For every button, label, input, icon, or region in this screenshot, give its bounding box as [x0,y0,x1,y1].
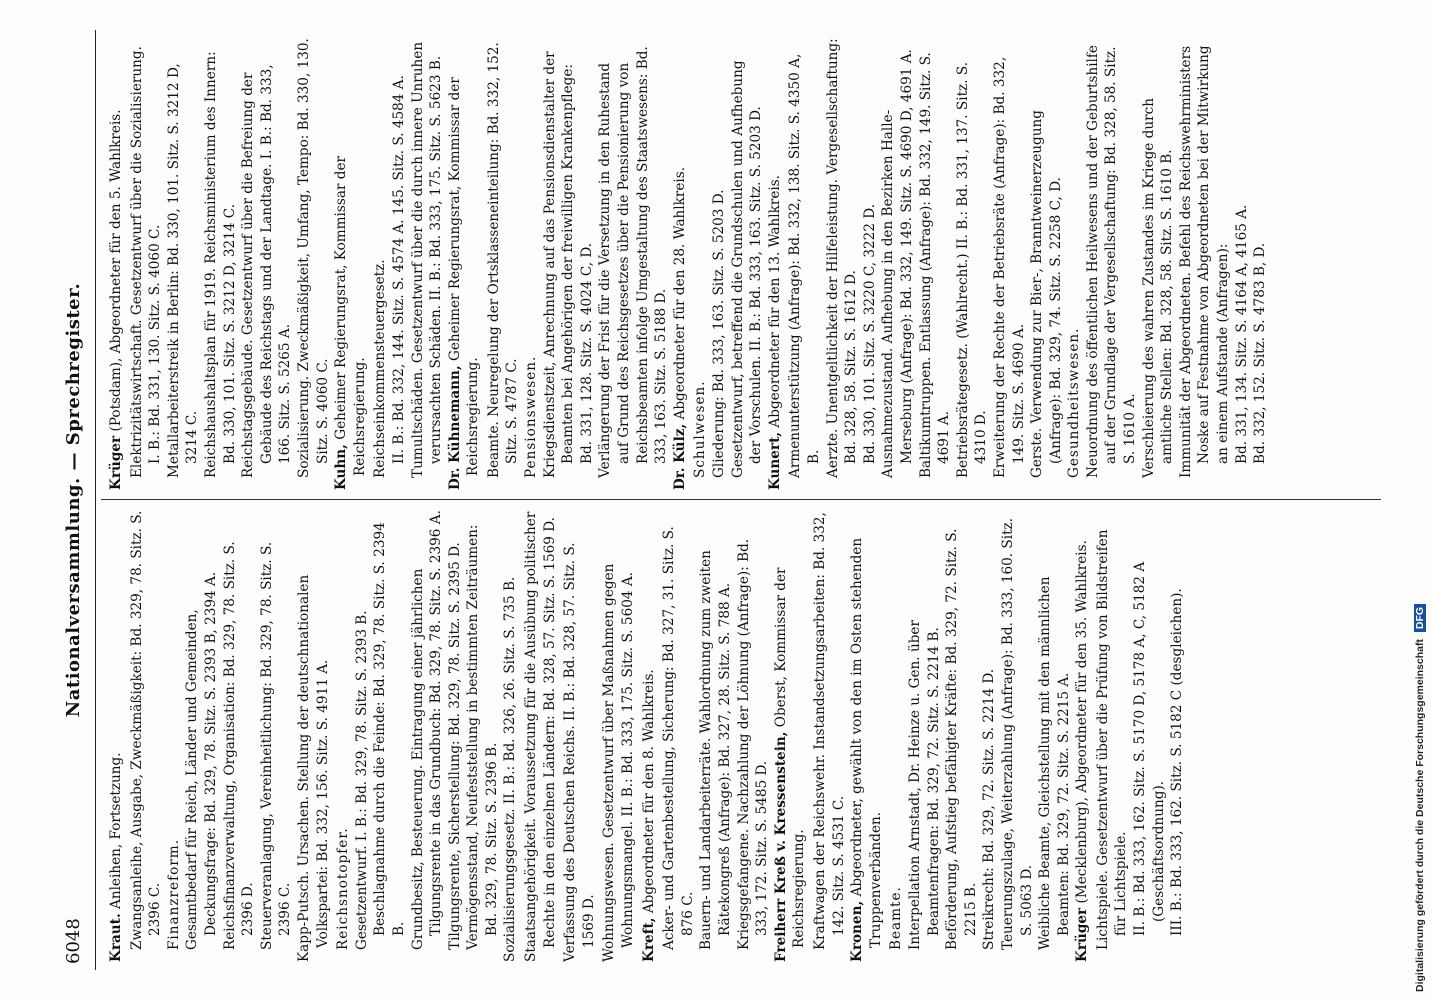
register-subentry [842,38,861,490]
register-subentry [954,38,991,490]
entry-text: Interpellation Arnstadt, Dr. Heinze u. Gen. über Beamtenfragen: Bd. 329, 72. Sitz. S. 2214 B. [906,620,942,950]
entry-text: Schulwesen. [692,380,709,478]
register-subentry [729,38,766,490]
register-subentry [541,38,597,490]
entry-text: Geheimer Regierungsrat, Kommissar der Reichsregierung. [333,155,368,476]
register-entry [501,510,520,962]
entry-text: Abgeordneter für den 8. Wahlkreis. [640,669,657,914]
register-entry [640,510,659,962]
register-subentry [258,510,295,962]
topic-heading [691,38,710,490]
speaker-name: Kunert, [766,431,783,490]
column-divider [101,499,1381,500]
entry-text: Geheimer Regierungsrat, Kommissar der Reichsregierung. [446,77,482,476]
entry-text: Elektrizitätswirtschaft. Gesetzentwurf über die Sozialisierung. I. B.: Bd. 331, 130. Sitz. S. 4060 C. [128,46,164,478]
register-entry [848,510,885,962]
register-entry [600,510,637,962]
register-subentry [943,510,980,962]
register-subentry [183,510,220,962]
entry-text: Pensionswesen. [523,355,540,478]
register-subentry [295,38,332,490]
topic-heading [887,510,906,962]
register-entry [446,38,483,490]
entry-text: Reichsnotopfer. [335,827,352,950]
entry-text: Bd. 331, 134. Sitz. S. 4164 A, 4165 A. [1233,204,1250,464]
entry-text: Abgeordneter für den 13. Wahlkreis. [766,174,783,428]
topic-heading [522,38,541,490]
register-entry [107,510,126,962]
register-entry [522,510,559,962]
entry-text: Bd. 332, 152. Sitz. S. 4783 B, D. [1252,242,1269,464]
entry-text: Bd. 328, 58. Sitz. S. 1612 D. [843,270,860,464]
register-subentry [596,38,670,490]
register-subentry [697,510,734,962]
register-subentry [464,510,501,962]
speaker-name: Freiherr Kreß v. Kressenstein, [772,731,789,962]
speaker-name: Kraut. [108,913,124,962]
register-subentry [660,510,697,962]
register-entry [561,510,598,962]
entry-text: Gerste. Verwendung zur Bier-, Branntweinerzeugung (Anfrage): Bd. 329, 74. Sitz. S. 2258 C, D. [1029,110,1064,478]
entry-text: Tilgungsrente, Sicherstellung: Bd. 329, 78. Sitz. S. 2395 D. [446,542,463,950]
entry-text: (Potsdam), Abgeordneter für den 5. Wahlkreis. [108,109,124,432]
register-subentry [446,510,465,962]
entry-text: Baltikumtruppen. Entlassung (Anfrage): Bd. 332, 149. Sitz. S. 4691 A. [917,52,953,478]
entry-text: Finanzreform. [165,838,182,950]
entry-text: Immunität der Abgeordneten. Befehl des Reichswehrministers Noske auf Festnahme von Abgeordneten bei der Mitwirkung an einem Aufstande (Anfragen): [1177,45,1232,478]
register-subentry [999,510,1036,962]
register-subentry [1140,38,1177,490]
entry-text: Kraftwagen der Reichswehr. Instandsetzungsarbeiten: Bd. 332, 142. Sitz. S. 4531 C. [811,512,847,950]
register-subentry [1084,38,1140,490]
entry-text: Acker- und Gartenbestellung, Sicherung: Bd. 327, 31. Sitz. S. 876 C. [661,526,696,950]
entry-text: Bauern- und Landarbeiterräte. Wahlordnung zum zweiten Rätekongreß (Anfrage): Bd. 327, 28. Sitz. S. 788 A. [698,550,733,950]
entry-text: Erweiterung der Rechte der Betriebsräte (Anfrage): Bd. 332, 149. Sitz. S. 4690 A. [991,56,1027,478]
register-subentry [485,38,522,490]
register-subentry [239,38,295,490]
entry-text: Verlängerung der Frist für die Versetzung in den Ruhestand auf Grund des Reichsgesetzes über die Pensionierung von Reichsbeamten infolge Umgestaltung des Staatswesens: Bd. 333, 163. Sitz. S. 5188 D. [597,46,670,478]
left-column [107,510,1377,962]
register-subentry [128,510,165,962]
entry-text: Oberst, Kommissar der Reichsregierung. [772,567,808,948]
register-subentry [1131,510,1168,962]
register-subentry [409,510,446,962]
register-entry [1073,510,1092,962]
entry-text: Gesetzentwurf, betreffend die Grundschulen und Aufhebung der Vorschulen. II. B.: Bd. 333, 163. Sitz. S. 5203 D. [729,60,765,478]
entry-text: Gliederung: Bd. 333, 163. Sitz. S. 5203 D. [711,189,727,478]
register-subentry [917,38,954,490]
register-subentry [1094,510,1131,962]
register-entry [295,510,332,962]
register-subentry [1233,38,1252,490]
register-subentry [165,38,202,490]
register-subentry [1036,510,1073,962]
entry-text: Bd. 330, 101. Sitz. S. 3220 C, 3222 D. [861,203,878,464]
entry-text: Verfassung des Deutschen Reichs. II. B.: Bd. 328, 57. Sitz. S. 1569 D. [562,542,597,962]
entry-text: II. B.: Bd. 333, 162. Sitz. S. 5170 D, 5178 A, C, 5182 A (Geschäftsordnung). [1132,561,1167,936]
register-subentry [710,38,729,490]
register-subentry [906,510,943,962]
entry-text: Gesetzentwurf. I. B.: Bd. 329, 78. Sitz. S. 2393 B. Beschlagnahme durch die Feinde: Bd. 329, 78. Sitz. S. 2394 B. [353,522,407,950]
entry-text: Staatsangehörigkeit. Voraussetzung für die Ausübung politischer Rechte in den einzelnen Ländern: Bd. 328, 57. Sitz. S. 1569 D. [523,511,558,962]
register-entry [766,38,785,490]
speaker-name: Dr. Kühnemann, [446,365,463,490]
speaker-name: Krüger [108,435,124,490]
entry-text: Teuerungszulage, Weiterzahlung (Anfrage): Bd. 333, 160. Sitz. S. 5063 D. [999,517,1035,950]
entry-text: (Mecklenburg), Abgeordneter für den 35. Wahlkreis. [1074,540,1091,904]
entry-text: Reichshaushaltsplan für 1919. Reichsministerium des Innern: Bd. 330, 101. Sitz. S. 3212 D, 3214 C. [202,51,238,478]
entry-text: Betriebsrätegesetz. (Wahlrecht.) II. B.: Bd. 331, 137. Sitz. S. 4310 D. [954,61,990,478]
register-subentry [353,510,409,962]
register-subentry [861,38,880,490]
right-column [107,38,1377,490]
entry-text: Weibliche Beamte, Gleichstellung mit den männlichen Beamten: Bd. 329, 72. Sitz. S. 2215 A. [1037,576,1072,950]
topic-heading [1065,38,1084,490]
register-subentry [980,510,999,962]
entry-text: III. B.: Bd. 333, 162. Sitz. S. 5182 C (desgleichen). [1169,588,1186,936]
register-subentry [824,38,843,490]
speaker-name: Dr. Külz, [671,423,688,490]
entry-text: II. B.: Bd. 332, 144. Sitz. S. 4574 A. 145. Sitz. S. 4584 A. [390,75,407,464]
entry-text: Anleihen, Fortsetzung. [108,752,124,909]
register-subentry [991,38,1028,490]
entry-text: Ausnahmezustand. Aufhebung in den Bezirken Halle-Merseburg (Anfrage): Bd. 332, 149. Sitz. S. 4690 D, 4691 A. [880,49,915,478]
register-subentry [128,38,165,490]
entry-text: Metallarbeiterstreik in Berlin: Bd. 330, 101. Sitz. S. 3212 D, 3214 C. [165,63,201,478]
entry-text: Sozialisierung. Zweckmäßigkeit, Umfang, Tempo: Bd. 330, 130. Sitz. S. 4060 C. [295,38,331,478]
topic-heading [334,510,353,962]
register-subentry [811,510,848,962]
register-subentry [371,38,390,490]
entry-text: Aerzte. Unentgeltlichkeit der Hilfeleistung. Vergesellschaftung: [824,38,841,478]
register-subentry [1251,38,1270,490]
entry-text: Armenunterstützung (Anfrage): Bd. 332, 138. Sitz. S. 4350 A, B. [787,53,822,478]
entry-text: Streikrecht: Bd. 329, 72. Sitz. S. 2214 D. [981,668,998,950]
dfg-logo: DFG [1414,604,1426,632]
register-entry [772,510,809,962]
entry-text: Zwangsanleihe, Ausgabe, Zweckmäßigkeit: Bd. 329, 78. Sitz. S. 2396 C. [128,510,164,950]
speaker-name: Kuhn, [333,444,350,490]
entry-text: Sozialisierungsgesetz. II. B.: Bd. 326, 26. Sitz. S. 735 B. [502,576,519,962]
entry-text: Abgeordneter für den 28. Wahlkreis. [671,166,688,420]
credit-text: Digitalisierung gefördert durch die Deutsche Forschungsgemeinschaft [1414,639,1426,992]
register-subentry [1168,510,1187,962]
entry-text: Lichtspiele. Gesetzentwurf über die Prüfung von Bildstreifen für Lichtspiele. [1094,529,1130,950]
entry-text: Beamte. Neuregelung der Ortsklasseneinteilung: Bd. 332, 152. Sitz. S. 4787 C. [485,42,521,478]
entry-text: Kriegsgefangene. Nachzahlung der Löhnung (Anfrage): Bd. 333, 172. Sitz. S. 5485 D. [735,538,771,950]
register-subentry [735,510,772,962]
register-subentry [879,38,916,490]
entry-text: Vermögensstand, Neufeststellung in bestimmten Zeiträumen: Bd. 329, 78. Sitz. S. 2396 B. [465,524,500,950]
register-subentry [1177,38,1233,490]
entry-text: Gesundheitswesen. [1066,327,1083,478]
speaker-name: Kreft, [640,917,657,962]
speaker-name: Kronen, [849,900,866,962]
entry-text: Tumultschäden. Gesetzentwurf über die durch innere Unruhen verursachten Schäden. II. B.: Bd. 333, 175. Sitz. S. 5623 B. [409,41,445,478]
page-header [55,30,96,970]
entry-text: Verschleierung des wahren Zustandes im Kriege durch amtliche Stellen: Bd. 328, 58. Sitz. S. 1610 B. [1140,98,1176,478]
entry-text: Beamte. [888,886,905,950]
entry-text: Beförderung, Aufstieg befähigter Kräfte: Bd. 329, 72. Sitz. S. 2215 B. [944,528,979,950]
entry-text: Reichseinkommensteuergesetz. [372,259,389,478]
topic-heading [165,510,184,962]
entry-text: Wohnungswesen. Gesetzentwurf über Maßnahmen gegen Wohnungsmangel. II. B.: Bd. 333, 175. Sitz. S. 5604 A. [601,563,637,962]
register-entry [332,38,369,490]
entry-text: Kapp-Putsch. Ursachen. Stellung der deutschnationalen Volkspartei: Bd. 332, 156. Sitz. S. 4911 A. [295,574,331,962]
speaker-name: Krüger [1074,907,1091,962]
entry-text: Reichstagsgebäude. Gesetzentwurf über die Befreiung der Gebäude des Reichstags und der Landtage. I. B.: Bd. 333, 166. Sitz. S. 5265 A. [240,64,294,478]
register-entry [671,38,690,490]
rotated-register-page [55,30,1395,970]
entry-text: Neuordnung des öffentlichen Heilwesens und der Geburtshilfe auf der Grundlage der Vergesellschaftung: Bd. 328, 58. Sitz. S. 1610 A. [1084,45,1139,478]
entry-text: Steuerveranlagung, Vereinheitlichung: Bd. 329, 78. Sitz. S. 2396 C. [258,541,294,950]
register-subentry [1028,38,1065,490]
entry-text: Grundbesitz, Besteuerung. Eintragung einer jährlichen Tilgungsrente in das Grundbuch: Bd. 329, 78. Sitz. S. 2396 A. [409,510,445,950]
page-number: 6048 [63,918,84,964]
entry-text: Reichsfinanzverwaltung, Organisation: Bd. 329, 78. Sitz. S. 2396 D. [221,541,257,950]
register-subentry [786,38,823,490]
page-title: Nationalversammlung. — Sprechregister. [63,282,84,718]
register-subentry [202,38,239,490]
digitization-credit [1414,8,1430,992]
register-subentry [390,38,409,490]
register-subentry [221,510,258,962]
register-entry [107,38,126,490]
register-subentry [409,38,446,490]
entry-text: Gesamtbedarf für Reich, Länder und Gemeinden, Deckungsfrage: Bd. 329, 78. Sitz. S. 2393 B, 2394 A. [184,571,219,950]
entry-text: Abgeordneter, gewählt von den im Osten stehenden Truppenverbänden. [849,537,884,948]
entry-text: Kriegsdienstzeit, Anrechnung auf das Pensionsdienstalter der Beamten bei Angehörigen der freiwilligen Krankenpflege: Bd. 331, 128. Sitz. S. 4024 C, D. [541,51,595,478]
